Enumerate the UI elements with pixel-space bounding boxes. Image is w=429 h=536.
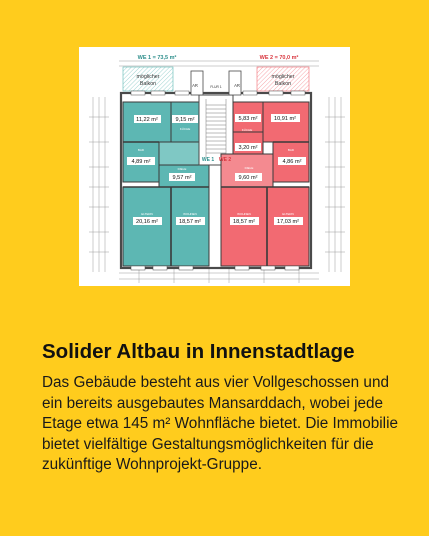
room-name: KÜCHE xyxy=(179,127,191,131)
room-name: DIELE xyxy=(244,166,254,170)
room-area: 9,57 m² xyxy=(172,175,192,181)
room-name: KÜCHE xyxy=(241,128,253,132)
room-name: DIELE xyxy=(177,167,187,171)
room-name: BAD xyxy=(137,148,145,152)
description-text: Das Gebäude besteht aus vier Vollgeschossen und ein bereits ausgebautes Mansarddach, wobei jede Etage etwa 145 m² Wohnfläche bietet. Die Immobilie bietet vielfältige Gestaltungsmöglichkeiten für die zukünftige Wohnprojekt-Gruppe. xyxy=(42,374,398,473)
room-name: WOHNEN xyxy=(183,212,197,216)
room-area: 10,91 m² xyxy=(273,116,297,122)
room-name: ELTERN xyxy=(282,212,294,216)
unit2-label: WE 2 = 70,0 m² xyxy=(259,55,299,61)
room-area: 3,20 m² xyxy=(238,145,258,151)
unit2-marker: WE 2 xyxy=(218,157,232,163)
room-name: BAD xyxy=(287,148,295,152)
room-area: 20,16 m² xyxy=(135,219,159,225)
room-area: 4,89 m² xyxy=(131,159,151,165)
room-area: 17,03 m² xyxy=(276,219,300,225)
room-area: 11,22 m² xyxy=(136,117,158,123)
stair-label-ar-left: AR xyxy=(192,83,198,88)
room-area: 9,15 m² xyxy=(175,117,195,123)
balcony-right-line2: Balkon xyxy=(274,81,292,87)
balcony-right-line1: möglicher xyxy=(271,74,295,80)
unit1-label: WE 1 = 73,5 m² xyxy=(137,55,177,61)
stair-label-flur: FLUR 1 xyxy=(210,85,222,89)
floor-plan xyxy=(79,47,350,286)
room-area: 18,57 m² xyxy=(232,219,256,225)
page-title: Solider Altbau in Innenstadtlage xyxy=(42,340,355,363)
room-area: 4,86 m² xyxy=(282,159,302,165)
room-area: 18,57 m² xyxy=(178,219,202,225)
unit1-marker: WE 1 xyxy=(201,157,215,163)
room-area: 9,60 m² xyxy=(238,175,258,181)
floor-plan-image xyxy=(79,47,350,286)
room-name: WOHNEN xyxy=(237,212,251,216)
balcony-left-line1: möglicher xyxy=(136,74,160,80)
stair-label-ar-right: AR xyxy=(234,83,240,88)
balcony-left-line2: Balkon xyxy=(139,81,157,87)
room-area: 5,83 m² xyxy=(238,116,258,122)
room-name: ELTERN xyxy=(141,212,153,216)
